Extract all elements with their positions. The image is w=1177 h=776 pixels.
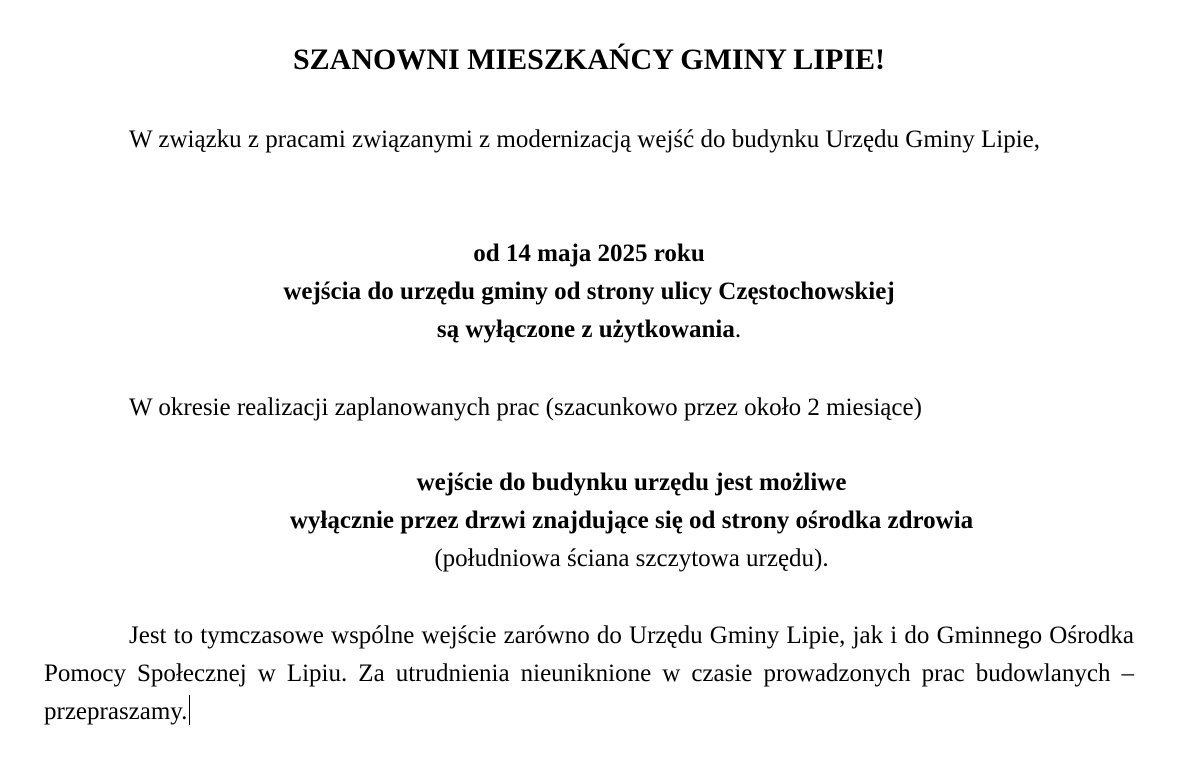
closure-date: od 14 maja 2025 roku (473, 240, 705, 267)
period-paragraph: W okresie realizacji zaplanowanych prac (szacunkowo przez około 2 miesiące) (129, 394, 922, 421)
notice-title: SZANOWNI MIESZKAŃCY GMINY LIPIE! (292, 43, 885, 76)
closure-notice (44, 235, 1134, 349)
closing-paragraph[interactable] (44, 617, 1134, 731)
entrance-possible: wejście do budynku urzędu jest możliwe (416, 469, 847, 496)
entrance-door: wyłącznie przez drzwi znajdujące się od strony ośrodka zdrowia (289, 507, 974, 534)
closure-entrances: wejścia do urzędu gminy od strony ulicy Częstochowskiej (283, 278, 895, 305)
closure-status: są wyłączone z użytkowania (436, 316, 735, 343)
closure-status-period: . (734, 316, 742, 343)
closure-status-line (44, 311, 1134, 349)
entrance-wall: (południowa ściana szczytowa urzędu). (434, 545, 829, 572)
closing-text: Jest to tymczasowe wspólne wejście zarówno do Urzędu Gminy Lipie, jak i do Gminnego Ośrodka Pomocy Społecznej w Lipiu. Za utrudnienia nieuniknione w czasie prowadzonych prac budowlanych – przepraszamy. (44, 622, 1134, 725)
text-cursor (189, 695, 190, 725)
document-page (44, 0, 1134, 776)
entrance-notice (144, 464, 1119, 578)
intro-paragraph: W związku z pracami związanymi z modernizacją wejść do budynku Urzędu Gminy Lipie, (129, 126, 1040, 153)
